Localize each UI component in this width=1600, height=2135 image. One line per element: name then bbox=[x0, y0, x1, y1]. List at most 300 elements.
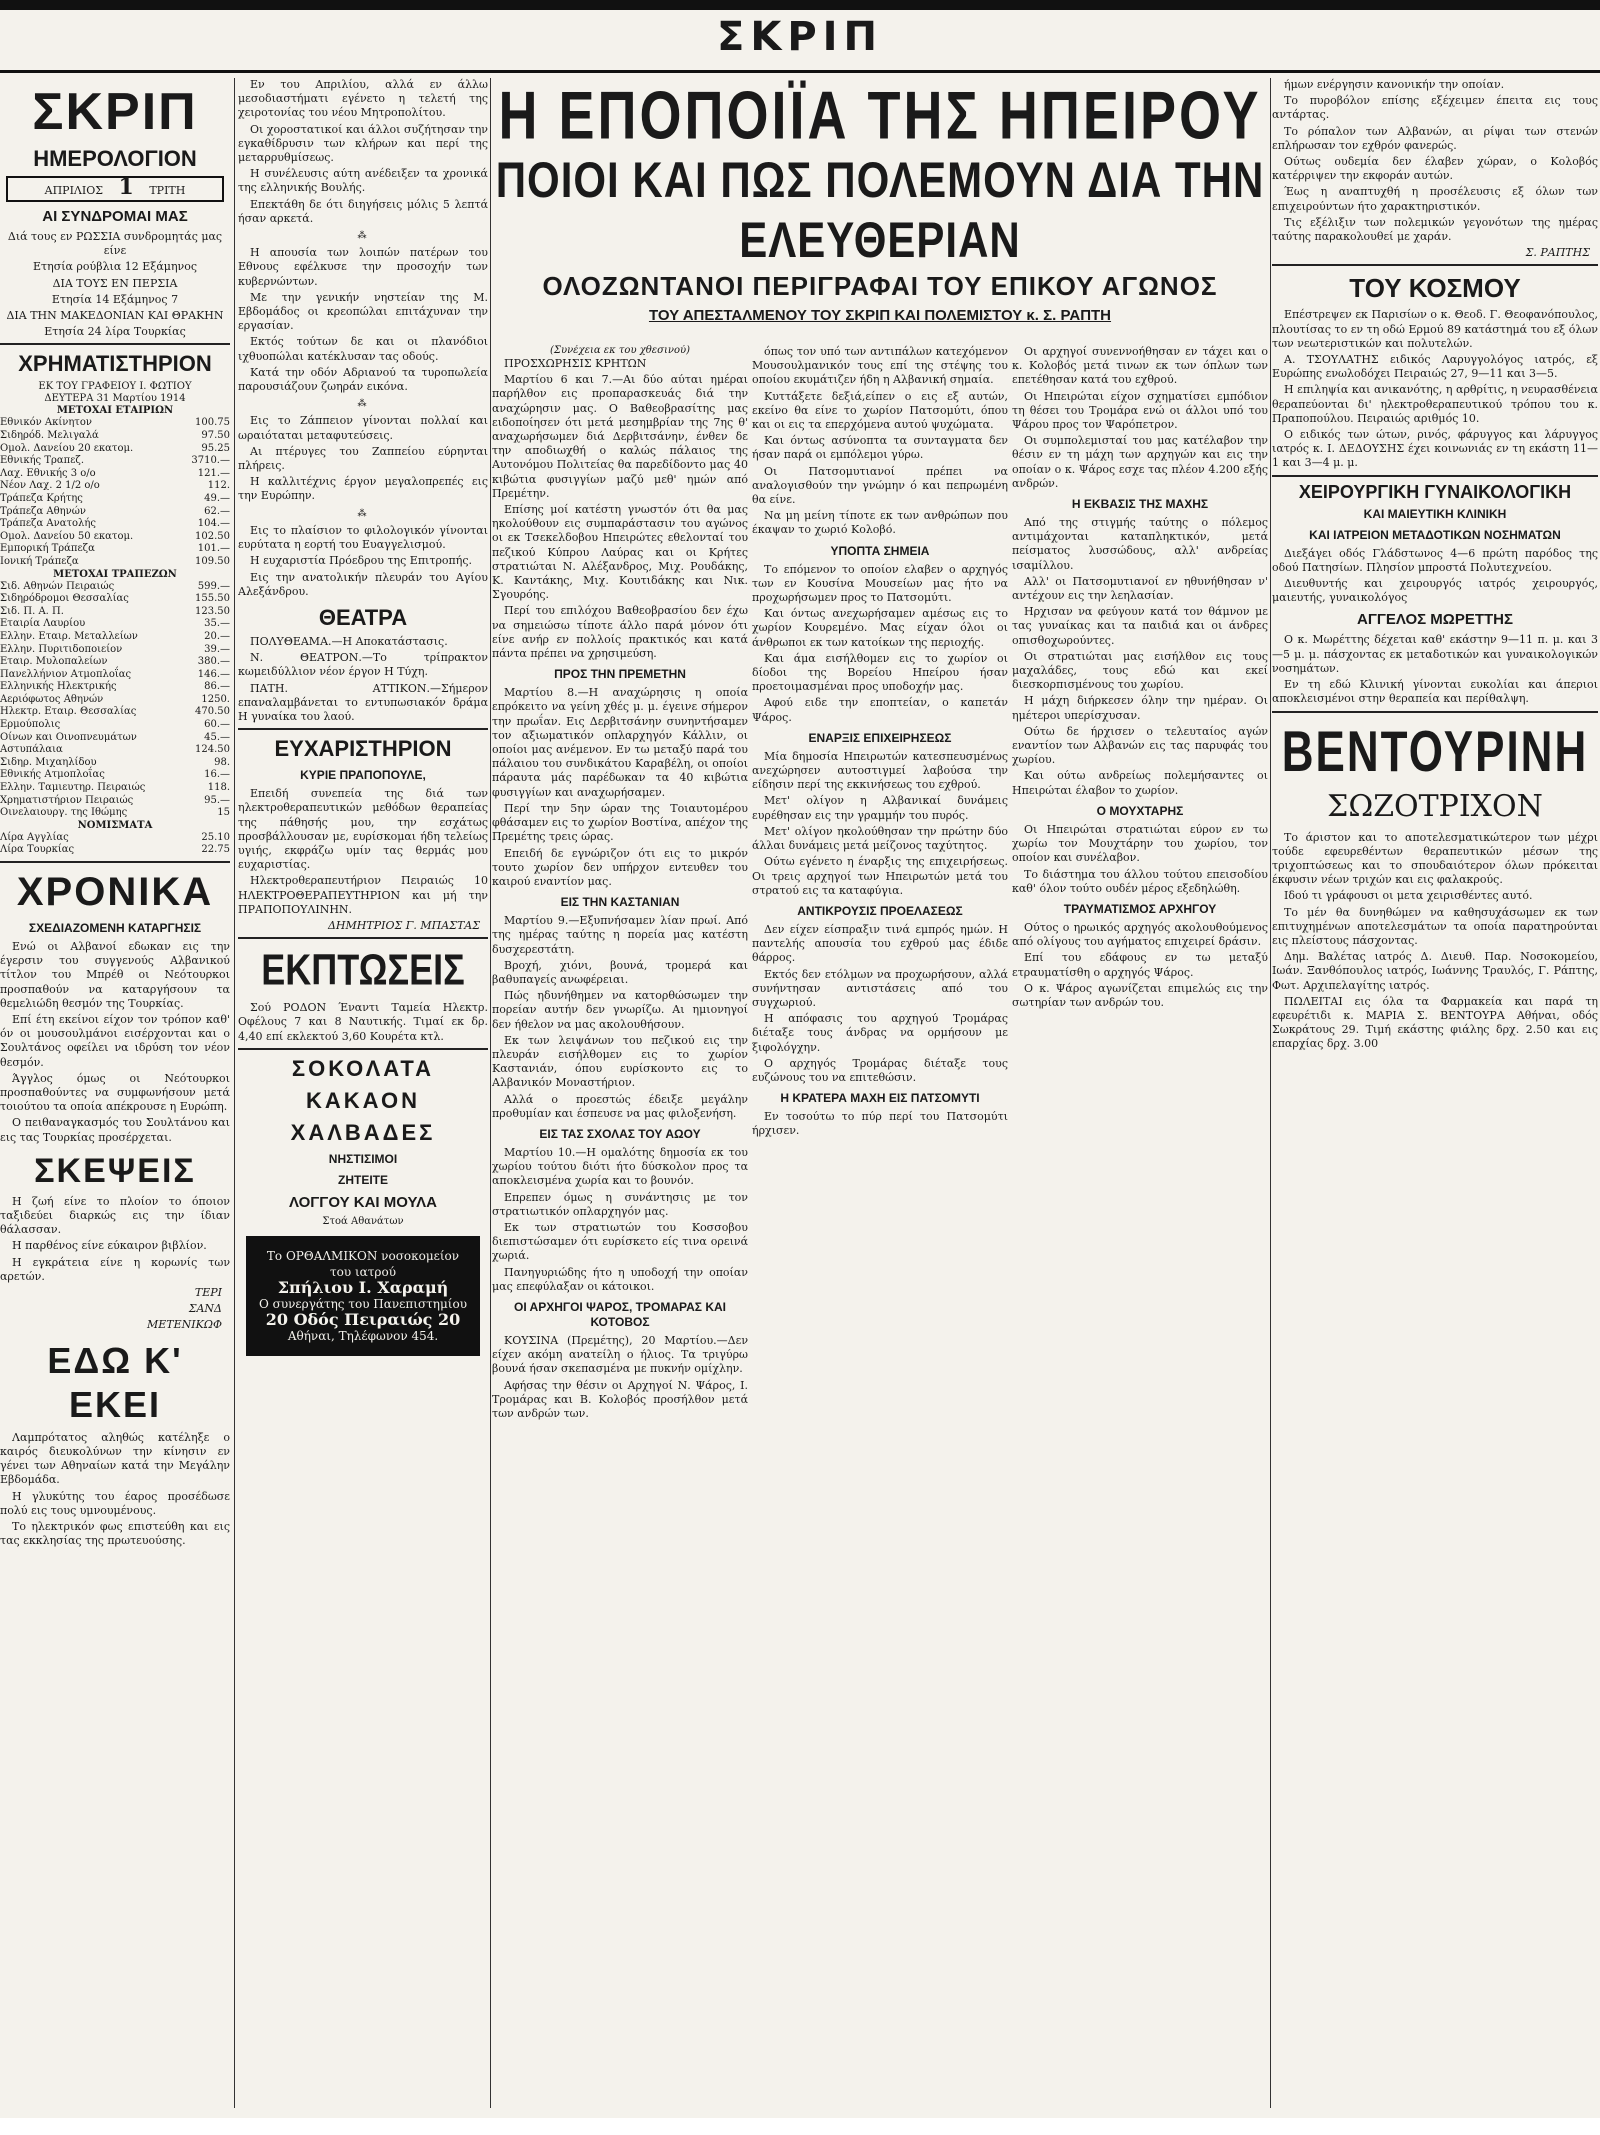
col3-heading-kastania: ΕΙΣ ΤΗΝ ΚΑΣΤΑΝΙΑΝ bbox=[560, 895, 680, 910]
paragraph: Κυττάξετε δεξιά,είπεν ο εις εξ αυτών, εκείνο θα είνε το χωρίον Πατσομύτι, όπου και οι εις τα επερχόμενα αυτού ψυχώματα. bbox=[752, 389, 1008, 432]
paragraph: Η γλυκύτης του έαρος προσέδωσε πολύ εις τους υμνουμένους. bbox=[0, 1489, 230, 1517]
paragraph: Ο πειθαναγκασμός του Σουλτάνου και εις τας Τουρκίας προσέρχεται. bbox=[0, 1116, 230, 1144]
separator: ⁂ bbox=[357, 508, 369, 519]
paragraph: Α. ΤΣΟΥΛΑΤΗΣ ειδικός Λαρυγγολόγος ιατρός, εξ Ευρώπης ενωλοδόχει Πειραιώς 27, 9—11 και 3—5. bbox=[1272, 353, 1598, 381]
paragraph: Εν του Απριλίου, αλλά εν άλλω μεσοδιαστήματι εγένετο η τελετή της χειροτονίας του νέου Μητροπολίτου. bbox=[238, 78, 488, 120]
skepseis-title: ΣΚΕΨΕΙΣ bbox=[34, 1151, 196, 1190]
paragraph: Ο κ. Μωρέττης δέχεται καθ' εκάστην 9—11 π. μ. και 3—5 μ. μ. πάσχοντας εκ μεταδοτικών και γυναικολογικών νοσημάτων. bbox=[1272, 633, 1598, 675]
stock-price: 98. bbox=[214, 756, 230, 768]
col4-text-3 bbox=[752, 750, 1008, 898]
table-row bbox=[0, 493, 230, 506]
stock-price: 3710.— bbox=[191, 455, 230, 467]
ad-brand: ΛΟΓΓΟΥ ΚΑΙ ΜΟΥΛΑ bbox=[289, 1193, 437, 1211]
table-row bbox=[0, 430, 230, 443]
stock-price: 599.— bbox=[197, 580, 230, 592]
stock-exchange-title: ΧΡΗΜΑΤΙΣΤΗΡΙΟΝ bbox=[18, 351, 212, 377]
table-row bbox=[0, 807, 230, 820]
paragraph: Επειδή συνεπεία της διά των ηλεκτροθεραπευτικών μεθόδων θεραπείας της πάθησής μου, την εσχάτως προσβάλλουσαν με, ευρίσκομαι ήδη τελείως υγιής, εκφράζω υμίν τας θερμάς μου ευχαριστίας. bbox=[238, 787, 488, 872]
skepseis-signature-1: ΤΕΡΙ bbox=[194, 1286, 222, 1300]
paragraph: ΠΑΤΗ. ΑΤΤΙΚΟΝ.—Σήμερον επαναλαμβάνεται το εντυπωσιακόν δράμα Η γυναίκα του λαού. bbox=[238, 681, 488, 723]
paragraph: Ετησία ρούβλια 12 Εξάμηνος bbox=[32, 260, 198, 274]
paragraph: Εκτός τούτων δε και οι πλανόδιοι ιχθυοπώλαι κατέκλυσαν τας οδούς. bbox=[238, 335, 488, 363]
stock-name: Ελλην. Πυριτιδοποιείον bbox=[0, 643, 123, 655]
stock-section-companies: ΜΕΤΟΧΑΙ ΕΤΑΙΡΙΩΝ bbox=[56, 405, 174, 417]
ventourini-text bbox=[1272, 831, 1598, 1052]
paragraph: Επρεπεν όμως η συνάντησις με τον στρατιωτικόν οπλαρχηγόν μας. bbox=[492, 1190, 748, 1218]
stock-price: 25.10 bbox=[201, 831, 230, 843]
table-row bbox=[0, 844, 230, 857]
paragraph: Ο αρχηγός Τρομάρας διέταξε τους ευζώνους του να επιτεθώσιν. bbox=[752, 1056, 1008, 1084]
paragraph: Ο κ. Ψάρος αγωνίζεται επιμελώς εις την σωτηρίαν των ανδρών του. bbox=[1012, 981, 1268, 1009]
clinic-ad-box bbox=[246, 1236, 480, 1356]
paragraph: Επέστρεψεν εκ Παρισίων ο κ. Θεοδ. Γ. Θεοφανόπουλος, πλουτίσας το εν τη οδώ Ερμού 89 κατάστημά του εξ όλων των νεωτεριστικών και πολυτελών. bbox=[1272, 308, 1598, 350]
stock-price: 39.— bbox=[204, 643, 230, 655]
paragraph: Αφού ειδε την εποπτείαν, ο καπετάν Ψάρος. bbox=[752, 696, 1008, 724]
table-row bbox=[0, 455, 230, 468]
stock-name: Χρηματιστήριον Πειραιώς bbox=[0, 794, 134, 806]
table-row bbox=[0, 618, 230, 631]
stock-price: 146.— bbox=[197, 668, 230, 680]
paragraph: Μία δημοσία Ηπειρωτών κατεσπευσμένως ανεχώρησεν αυτοστιγμεί λαβούσα την είδησιν περί της εκκινήσεως του εχθρού. bbox=[752, 749, 1008, 792]
stock-name: Εθνικής Τραπεζ. bbox=[0, 455, 84, 467]
divider bbox=[238, 728, 488, 730]
col5-heading-outcome: Η ΕΚΒΑΣΙΣ ΤΗΣ ΜΑΧΗΣ bbox=[1071, 497, 1209, 512]
table-row bbox=[0, 480, 230, 493]
col4-heading-battle: Η ΚΡΑΤΕΡΑ ΜΑΧΗ ΕΙΣ ΠΑΤΣΟΜΥΤΙ bbox=[780, 1091, 980, 1106]
paragraph: Ηλεκτροθεραπευτήριον Πειραιώς 10 ΗΛΕΚΤΡΟΘΕΡΑΠΕΥΤΗΡΙΟΝ και μή την ΠΡΑΠΟΠΟΥΛΙΝΗΝ. bbox=[238, 874, 488, 916]
paragraph: ΔΙΑ ΤΗΝ ΜΑΚΕΔΟΝΙΑΝ ΚΑΙ ΘΡΑΚΗΝ bbox=[6, 309, 224, 323]
col4-heading-suspicious: ΥΠΟΠΤΑ ΣΗΜΕΙΑ bbox=[830, 543, 930, 558]
paragraph: Κατά την οδόν Αδριανού τα τυροπωλεία παρουσιάζουν ζωηράν εικόνα. bbox=[238, 365, 488, 394]
table-row bbox=[0, 795, 230, 808]
paragraph: Το άριστον και το αποτελεσματικώτερον των μέχρι τούδε εφευρεθέντων θεραπευτικών μέσων της τριχοπτώσεως και το σπουδαιότερον όλων πρόκειται έκφυσιν νέων τριχών και εις φαλακρούς. bbox=[1272, 830, 1598, 887]
stock-table-companies bbox=[0, 417, 230, 568]
paragraph: Ο ειδικός των ώτων, ρινός, φάρυγγος και λάρυγγος ιατρός κ. Ι. ΔΕΔΟΥΣΗΣ έχει κοινωνιάς εν τη εκάστη 11—1 και 3—4 μ. μ. bbox=[1272, 428, 1598, 470]
main-headline: Η ΕΠΟΠΟΙΪΑ ΤΗΣ ΗΠΕΙΡΟΥ bbox=[498, 78, 1262, 154]
col3-heading-leaders: ΟΙ ΑΡΧΗΓΟΙ ΨΑΡΟΣ, ΤΡΟΜΑΡΑΣ ΚΑΙ ΚΟΤΟΒΟΣ bbox=[513, 1299, 726, 1329]
calendar-weekday: ΤΡΙΤΗ bbox=[149, 184, 186, 197]
table-row bbox=[0, 606, 230, 619]
paragraph: Η ζωή είνε το πλοίον το όποιον ταξιδεύει διαρκώς εις την ίδιαν θάλασσαν. bbox=[0, 1194, 230, 1237]
stock-name: Ελλην. Εταιρ. Μεταλλείων bbox=[0, 630, 138, 642]
table-row bbox=[0, 531, 230, 544]
stock-price: 123.50 bbox=[195, 605, 230, 617]
paragraph: Η απόφασις του αρχηγού Τρομάρας διέταξε τους άνδρας να ορμήσουν με ξιφολόγχην. bbox=[752, 1012, 1008, 1054]
col4-heading-repulse: ΑΝΤΙΚΡΟΥΣΙΣ ΠΡΟΕΛΑΣΕΩΣ bbox=[797, 903, 963, 918]
paragraph: Άγγλος όμως οι Νεότουρκοι προσπαθούντες να συμφωνήσουν μετά τοιούτου τα οποία απέκρουσε η Ευρώπη. bbox=[0, 1071, 230, 1114]
paragraph: Μαρτίου 9.—Εξυπνήσαμεν λίαν πρωί. Από της ημέρας ταύτης η πορεία μας κατέστη δυσχερεστάτη. bbox=[492, 914, 748, 956]
masthead: ΣΚΡΙΠ bbox=[717, 14, 883, 60]
paragraph: Οι στρατιώται μας εισήλθον εις τους μαχαλάδες, τους εδώ και εκεί διεσκορπισμένους του χωρίου. bbox=[1012, 649, 1268, 692]
table-row bbox=[0, 656, 230, 669]
paragraph: Η επιληψία και ανικανότης, η αρθρίτις, η νευρασθένεια θεραπεύονται δι' ηλεκτροθεραπευτικού τρόπου του κ. Πραποπούλου. Πειραιώς αριθμός 10. bbox=[1272, 383, 1598, 425]
stock-table-currency bbox=[0, 832, 230, 857]
clinic-text bbox=[1272, 547, 1598, 606]
chronika-subtitle: ΣΧΕΔΙΑΖΟΜΕΝΗ ΚΑΤΑΡΓΗΣΙΣ bbox=[28, 921, 202, 936]
stock-price: 16.— bbox=[204, 769, 230, 781]
paragraph: Πανηγυριώδης ήτο η υποδοχή την οποίαν μας επεφύλαξαν οι κάτοικοι. bbox=[492, 1265, 748, 1293]
clinic-subtitle: ΚΑΙ ΜΑΙΕΥΤΙΚΗ ΚΛΙΝΙΚΗ bbox=[1363, 506, 1507, 521]
table-row bbox=[0, 669, 230, 682]
top-rule bbox=[0, 70, 1600, 73]
paragraph: Το ρόπαλον των Αλβανών, αι ρίψαι των στενών επλήρωσαν τον εχθρόν φανερώς. bbox=[1272, 124, 1598, 152]
stock-price: 62.— bbox=[204, 505, 230, 517]
stock-price: 380.— bbox=[197, 656, 230, 668]
stock-name: Σιδ. Π. Α. Π. bbox=[0, 605, 64, 617]
table-row bbox=[0, 543, 230, 556]
paragraph: Αλλά ο προεστώς έδειξε μεγάλην προθυμίαν και έσπευσε να μας φιλοξενήση. bbox=[492, 1092, 748, 1120]
paragraph: Εν τοσούτω το πύρ περί του Πατσομύτι ήρχισεν. bbox=[752, 1110, 1008, 1138]
table-row bbox=[0, 681, 230, 694]
stock-exchange-date: ΔΕΥΤΕΡΑ 31 Μαρτίου 1914 bbox=[44, 393, 186, 405]
discounts-text: Σού ΡΟΔΟΝ Έναντι Ταμεία Ηλεκτρ. Οφέλους 7 και 8 Ναυτικής. Τιμαί εκ δρ. 4,40 επί εκλεκτού 3,60 Κουρέτα κτλ. bbox=[238, 1001, 488, 1043]
paragraph: Δημ. Βαλέτας ιατρός Δ. Διευθ. Παρ. Νοσοκομείου, Ιωάν. Ξανθόπουλος ιατρός, Ιωάννης Τραυλός, Γ. Ράπτης, Φωτ. Αρχιπελαγίτης ιατρός. bbox=[1272, 950, 1598, 992]
paragraph: Έως η αναπτυχθή η προσέλευσις εξ όλων των επιχειρούντων ήτο χαρακτηριστικόν. bbox=[1272, 185, 1598, 213]
stock-name: Αστυπάλαια bbox=[0, 744, 63, 756]
column-divider bbox=[1270, 78, 1271, 2108]
society-title: ΤΟΥ ΚΟΣΜΟΥ bbox=[1349, 273, 1521, 304]
paragraph: Εις το Ζάππειον γίνονται πολλαί και ωραιόταται μεταφυτεύσεις. bbox=[238, 414, 488, 442]
paragraph: Από της στιγμής ταύτης ο πόλεμος αντιμάχονται καταπληκτικόν, μετά πείσματος λυσσώδους, αλλ' ανδρείας ισαμίλλου. bbox=[1012, 516, 1268, 572]
calendar-box bbox=[6, 176, 224, 202]
stock-name: Νέον Λαχ. 2 1/2 ο/ο bbox=[0, 480, 100, 492]
stock-price: 124.50 bbox=[195, 744, 230, 756]
col5-text-4 bbox=[1012, 823, 1268, 896]
stock-name: Λαχ. Εθνικής 3 ο/ο bbox=[0, 467, 96, 479]
stock-name: Λίρα Τουρκίας bbox=[0, 844, 75, 856]
stock-section-banks: ΜΕΤΟΧΑΙ ΤΡΑΠΕΖΩΝ bbox=[53, 568, 177, 580]
table-row bbox=[0, 769, 230, 782]
stock-name: Σιδηρ. Μιχαηλίδου bbox=[0, 756, 97, 768]
thanks-salutation: ΚΥΡΙΕ ΠΡΑΠΟΠΟΥΛΕ, bbox=[300, 768, 426, 783]
clinic-ad-line-1: Το ΟΡΘΑΛΜΙΚΟΝ νοσοκομείον bbox=[266, 1248, 460, 1263]
col2-text-2 bbox=[238, 246, 488, 394]
scan-edge-bottom bbox=[0, 2118, 1600, 2135]
stock-price: 86.— bbox=[204, 681, 230, 693]
paragraph: Ετησία 14 Εξάμηνος 7 bbox=[51, 292, 179, 306]
calendar-title: ΗΜΕΡΟΛΟΓΙΟΝ bbox=[33, 146, 197, 171]
paragraph: ΠΟΛΥΘΕΑΜΑ.—Η Αποκατάστασις. bbox=[250, 634, 448, 648]
table-row bbox=[0, 732, 230, 745]
paragraph: Με την γενικήν νηστείαν της Μ. Εβδομάδος οι κρεοπώλαι επιτάχυναν την εργασίαν. bbox=[238, 290, 488, 333]
thanks-text bbox=[238, 787, 488, 917]
main-byline: ΤΟΥ ΑΠΕΣΤΑΛΜΕΝΟΥ ΤΟΥ ΣΚΡΙΠ ΚΑΙ ΠΟΛΕΜΙΣΤΟΥ κ. Σ. ΡΑΠΤΗ bbox=[648, 307, 1112, 324]
paragraph: Το διάστημα του άλλου τούτου επεισοδίου καθ' όλον τούτο ουδέν μέρος εξεδηλώθη. bbox=[1012, 867, 1268, 895]
halva-ad-title: ΧΑΛΒΑΔΕΣ bbox=[290, 1119, 436, 1145]
paragraph: Να μη μείνη τίποτε εκ των ανθρώπων που έκαψαν το χωριό Κολοβό. bbox=[752, 509, 1008, 537]
paragraph: Η ευχαριστία Πρόεδρου της Επιτροπής. bbox=[250, 554, 473, 568]
paragraph: Περί την 5ην ώραν της Τοιαυτομέρου φθάσαμεν εις το χωρίον Βοστίνα, απέχον της Πρεμέτης τρεις ώρας. bbox=[492, 801, 748, 844]
paragraph: Εις την ανατολικήν πλευράν του Αγίου Αλεξάνδρου. bbox=[238, 570, 488, 598]
paragraph: Οι αρχηγοί συνεννοήθησαν εν τάχει και ο κ. Κολοβός μετά τινων εκ των όπλων των επετέθησαν κατά του εχθρού. bbox=[1012, 345, 1268, 387]
skepseis-signature-2: ΣΑΝΔ bbox=[188, 1302, 222, 1316]
paragraph: Εκτός δεν ετόλμων να προχωρήσουν, αλλά συνήντησαν αντιστάσεις από του συγχωριού. bbox=[752, 967, 1008, 1009]
brand-title: ΣΚΡΙΠ bbox=[32, 83, 198, 141]
paragraph: Εκ των λειψάνων του πεζικού εις την πλευράν εισήλθομεν εις το χωρίον Καστανιάν, όπου ευρίσκοντο εις το Αλβανικόν Μοναστήριον. bbox=[492, 1033, 748, 1090]
theatres-title: ΘΕΑΤΡΑ bbox=[318, 604, 408, 630]
stock-name: Ιονική Τράπεζα bbox=[0, 555, 79, 567]
calendar-day-number: 1 bbox=[118, 174, 134, 200]
paragraph: Ιδού τι γράφουσι οι μετα χειρισθέντες αυτό. bbox=[1284, 889, 1533, 903]
paragraph: Ν. ΘΕΑΤΡΟΝ.—Το τρίπρακτον κωμειδύλλιον νέον έργον Η Τύχη. bbox=[238, 651, 488, 679]
stock-price: 22.75 bbox=[201, 844, 230, 856]
paragraph: Η παρθένος είνε εύκαιρον βιβλίον. bbox=[12, 1239, 207, 1253]
stock-price: 60.— bbox=[204, 719, 230, 731]
paragraph: Βροχή, χιόνι, βουνά, τρομερά και βαθυπαγείς ανωφέρειαι. bbox=[492, 958, 748, 986]
clinic-ad-line-4: Αθήναι, Τηλέφωνον 454. bbox=[287, 1328, 439, 1343]
paragraph: Μαρτίου 6 και 7.—Αι δύο αύται ημέραι παρήλθον εις προπαρασκευάς διά την αναχώρησιν μας. Ο Βαθεοβρασίτης μας ειδοποίησεν ότι μετά μεσημβρίαν της 7ης θ' αναχωρήσωμεν διά Δερβιτσάνην, ένθεν δε την αποδιωχθή ο καλώς πάλαιος της Αυτονόμου Πολιτείας θα παρεδίδοντο μας 40 κιβώτια φυσιγγίων μαζύ μεθ' ημών από Πρεμέτην. bbox=[492, 373, 748, 500]
paragraph: Επί έτη εκείνοι είχον τον τρόπον καθ' όν οι μουσουλμάνοι εισέρχονται και ο Σουλτάνος οφείλει να ιδρύση τον νέον θεσμόν. bbox=[0, 1013, 230, 1069]
stock-price: 97.50 bbox=[201, 430, 230, 442]
column-5 bbox=[1012, 345, 1268, 2108]
edo-kekei-text bbox=[0, 1431, 230, 1549]
paragraph: Ηρχισαν να φεύγουν κατά τον θάμνον με τας γυναίκας και τα παιδιά και οι άνδρες οπισθοχωρούντες. bbox=[1012, 605, 1268, 647]
divider bbox=[1272, 711, 1598, 713]
col2-text-1 bbox=[238, 78, 488, 226]
paragraph: ΚΟΥΣΙΝΑ (Πρεμέτης), 20 Μαρτίου.—Δεν είχεν ακόμη ανατείλη ο ήλιος. Τα τριγύρω βουνά ήσαν σκεπασμένα με πυκνήν ομίχλην. bbox=[492, 1333, 748, 1376]
stock-table-banks bbox=[0, 581, 230, 820]
paragraph: Εν τη εδώ Κλινική γίνονται ευκολίαι και άπεριοι αποκλεισμένοι στην θεραπεία και περίθαλψη. bbox=[1272, 678, 1598, 706]
paragraph: Το ηλεκτρικόν φως επιστεύθη και εις τας εκκλησίας της πρωτευούσης. bbox=[0, 1519, 230, 1548]
column-2 bbox=[238, 78, 488, 2108]
paragraph: Διευθυντής και χειρουργός ιατρός χειρουργός, μαιευτής, γυναικολόγος bbox=[1272, 577, 1598, 605]
table-row bbox=[0, 644, 230, 657]
col3-text-3 bbox=[492, 914, 748, 1121]
paragraph: Επεκτάθη δε ότι διηγήσεις μόλις 5 λεπτά ήσαν αρκετά. bbox=[238, 197, 488, 225]
table-row bbox=[0, 468, 230, 481]
stock-price: 102.50 bbox=[195, 530, 230, 542]
stock-price: 112. bbox=[207, 480, 230, 492]
column-3 bbox=[492, 345, 748, 2108]
stock-name: Τράπεζα Ανατολής bbox=[0, 518, 96, 530]
table-row bbox=[0, 506, 230, 519]
stock-price: 1250. bbox=[201, 693, 230, 705]
paragraph: ΠΩΛΕΙΤΑΙ εις όλα τα Φαρμακεία και παρά τη εφευρέτιδι κ. ΜΑΡΙΑ Σ. ΒΕΝΤΟΥΡΑ Αθήναι, οδός Σωκράτους 29. Τιμή εκάστης φιάλης δρχ. 2.50 και εις επαρχίας δρχ. 3.00 bbox=[1272, 994, 1598, 1051]
stock-name: Εταιρία Λαυρίου bbox=[0, 618, 86, 630]
col6-text-1 bbox=[1272, 78, 1598, 244]
paragraph: Μαρτίου 10.—Η ομαλότης δημοσία εκ του χωρίου τούτου διότι ήτο δύσκολον προς τα αποκλεισμένα χωρία και το βουνόν. bbox=[492, 1145, 748, 1188]
table-row bbox=[0, 782, 230, 795]
paragraph: Μαρτίου 8.—Η αναχώρησις η οποία επρόκειτο να γείνη χθές μ. μ. έγεινε σήμερον την πρωΐαν. Εις Δερβιτσάνην συνηντήσαμεν τον αξιωματικόν οπλαρχηγόν Κάλλιν, οι οποίοι μας ανέμενον. Εν τω μεταξύ παρά του πάλαιου του συνδικάτου Καραβέλη, οι οποίοι πάραυτα μάς παρέδωκαν τα 40 κιβώτια φυσιγγίων και αναχωρήσαμεν. bbox=[492, 686, 748, 799]
stock-price: 95.25 bbox=[201, 442, 230, 454]
stock-name: Λίρα Αγγλίας bbox=[0, 831, 69, 843]
paragraph: Και άμα εισήλθομεν εις το χωρίον οι δίοδοι της Βορείου Ηπείρου ήσαν προετοιμασμέναι προς υποδοχήν μας. bbox=[752, 651, 1008, 694]
paragraph: Και όντως ανεχωρήσαμεν αμέσως εις το χωρίον Κουρεμένο. Μας είχαν όλοι οι άνθρωποι εκ των κατοίκων της περιοχής. bbox=[752, 607, 1008, 649]
stock-price: 15 bbox=[217, 807, 230, 819]
stock-name: Εταιρ. Μυλοπαλείων bbox=[0, 656, 108, 668]
col3-text-4 bbox=[492, 1146, 748, 1294]
table-row bbox=[0, 581, 230, 594]
stock-name: Οινελαιουργ. της Ιθώμης bbox=[0, 807, 128, 819]
main-deck: ΟΛΟΖΩΝΤΑΝΟΙ ΠΕΡΙΓΡΑΦΑΙ ΤΟΥ ΕΠΙΚΟΥ ΑΓΩΝΟΣ bbox=[542, 271, 1218, 301]
table-row bbox=[0, 443, 230, 456]
paragraph: Οι Ηπειρώται στρατιώται εύρον εν τω χωρίω τον Μουχτάρην του χωρίου, τον οποίον και συνέλαβον. bbox=[1012, 822, 1268, 865]
paragraph: Δεν είχεν είσπραξιν τινά εμπρός ημών. Η παντελής απουσία του εχθρού μας έδιδε θάρρος. bbox=[752, 922, 1008, 965]
doctor-text bbox=[1272, 633, 1598, 706]
stock-price: 45.— bbox=[204, 731, 230, 743]
paragraph: Μετ' ολίγον ηκολούθησαν την πρώτην δύο άλλαι δυνάμεις μετά μείζονος ταχύτητος. bbox=[752, 824, 1008, 853]
clinic-ad-line-2: του ιατρού bbox=[330, 1264, 396, 1279]
column-4 bbox=[752, 345, 1008, 2108]
sozotrichon-title: ΣΩΖΟΤΡΙΧΟΝ bbox=[1327, 788, 1543, 824]
paragraph: Ενώ οι Αλβανοί εδωκαν εις την έγερσιν του συγγενούς Αλβανικού τίτλον του Μπρέθ οι Νεότουρκοι προσπαθούν να καταργήσουν τα θεμελιώδη θεσμόν της Τουρκίας. bbox=[0, 940, 230, 1010]
skepseis-signature-3: ΜΕΤΕΝΙΚΩΦ bbox=[147, 1318, 222, 1332]
col4-text-1 bbox=[752, 345, 1008, 538]
edo-kekei-title: ΕΔΩ Κ' ΕΚΕΙ bbox=[47, 1339, 183, 1425]
stock-price: 35.— bbox=[204, 618, 230, 630]
ad-address: Στοά Αθανάτων bbox=[322, 1215, 404, 1227]
paragraph: Αλλ' οι Πατσομυτιανοί εν ηθυνήθησαν ν' αντέχουν εις την λεηλασίαν. bbox=[1012, 574, 1268, 603]
stock-name: Ομολ. Δανείου 50 εκατομ. bbox=[0, 530, 134, 542]
scan-edge-top bbox=[0, 0, 1600, 10]
main-subheadline: ΠΟΙΟΙ ΚΑΙ ΠΩΣ ΠΟΛΕΜΟΥΝ ΔΙΑ ΤΗΝ ΕΛΕΥΘΕΡΙΑΝ bbox=[495, 151, 1265, 268]
paragraph: Οι Ηπειρώται είχον σχηματίσει εμπόδιον τη θέσει του Τρομάρα ενώ οι άλλοι υπό του Ψάρου προς τον Ψαρόπετρον. bbox=[1012, 389, 1268, 432]
paragraph: Αφήσας την θέσιν οι Αρχηγοί Ν. Ψάρος, Ι. Τρομάρας και Β. Κολοβός προσήλθον μετά των ανδρών των. bbox=[492, 1378, 748, 1420]
table-row bbox=[0, 706, 230, 719]
stock-name: Εμπορική Τράπεζα bbox=[0, 543, 95, 555]
paragraph: Διεξάγει οδός Γλάδστωνος 4—6 πρώτη παρόδος της οδού Πατησίων. Πλησίον μπροστά Πολυτεχνείου. bbox=[1272, 546, 1598, 574]
col3-text-2 bbox=[492, 686, 748, 889]
stock-name: Ομολ. Δανείου 20 εκατομ. bbox=[0, 442, 134, 454]
stock-name: Πανελλήνιον Ατμοπλοΐας bbox=[0, 668, 132, 680]
paragraph: Ούτω εγένετο η έναρξις της επιχειρήσεως. Οι τρεις αρχηγοί των Ηπειρωτών μετά του στρατού εις τα καταφύγια. bbox=[752, 855, 1008, 897]
paragraph: Διά τους εν ΡΩΣΣΙΑ συνδρομητάς μας είνε bbox=[7, 230, 223, 258]
paragraph: Επί του εδάφους εν τω μεταξύ ετραυματίσθη ο αρχηγός Ψάρος. bbox=[1012, 951, 1268, 979]
paragraph: Το μέν θα δυνηθώμεν να καθησυχάσωμεν εκ των επιτυχημένων αποτελεσμάτων τα οποία παρατηρούνται εις πλείστους πάσχοντας. bbox=[1272, 905, 1598, 947]
thanks-title: ΕΥΧΑΡΙΣΤΗΡΙΟΝ bbox=[274, 736, 452, 762]
col4-text-4 bbox=[752, 923, 1008, 1085]
separator: ⁂ bbox=[357, 399, 369, 410]
col5-text-2 bbox=[1012, 516, 1268, 692]
paragraph: Μετ' ολίγον η Αλβανικαί δυνάμεις ευρέθησαν εις την γραμμήν του πυρός. bbox=[752, 794, 1008, 822]
divider bbox=[1272, 264, 1598, 266]
stock-price: 104.— bbox=[197, 518, 230, 530]
paragraph: Εις το πλαίσιον το φιλολογικόν γίνονται ευρύτατα η εορτή του Ευαγγελισμού. bbox=[238, 523, 488, 552]
stock-section-currency: ΝΟΜΙΣΜΑΤΑ bbox=[77, 819, 153, 831]
cocoa-ad-title: ΚΑΚΑΟΝ bbox=[306, 1087, 420, 1113]
stock-price: 118. bbox=[207, 782, 230, 794]
stock-name: Σιδηρόδρομοι Θεσσαλίας bbox=[0, 593, 129, 605]
paragraph: Περί του επιλόχου Βαθεοβρασίου δεν έχω να σημειώσω τίποτε άλλο παρά μόνον ότι είνε ανήρ εν πολλοίς πρακτικός και κατά πάντα πρέπει να χρησιμεύση. bbox=[492, 604, 748, 661]
table-row bbox=[0, 518, 230, 531]
stock-exchange-source: ΕΚ ΤΟΥ ΓΡΑΦΕΙΟΥ Ι. ΦΩΤΙΟΥ bbox=[38, 381, 192, 393]
table-row bbox=[0, 556, 230, 569]
paragraph: Ούτω δε ήρχισεν ο τελευταίος αγών εναντίον των Αλβανών εις τας παρυφάς του χωρίου. bbox=[1012, 724, 1268, 767]
chronika-text bbox=[0, 940, 230, 1145]
stock-price: 101.— bbox=[197, 543, 230, 555]
stock-price: 49.— bbox=[204, 492, 230, 504]
stock-name: Ερμούπολις bbox=[0, 719, 61, 731]
paragraph: Αι πτέρυγες του Ζαππείου εύρηνται πλήρεις. bbox=[238, 444, 488, 473]
stock-price: 100.75 bbox=[195, 417, 230, 429]
paragraph: Τις εξέλιξιν των πολεμικών γεγονότων της ημέρας ταύτης παρακολουθεί με χαράν. bbox=[1272, 215, 1598, 244]
stock-price: 109.50 bbox=[195, 555, 230, 567]
clinic-ad-doctor: Σπήλιου Ι. Χαραμή bbox=[277, 1277, 449, 1297]
stock-name: Οίνων και Οινοπνευμάτων bbox=[0, 731, 137, 743]
table-row bbox=[0, 757, 230, 770]
col5-heading-wounded: ΤΡΑΥΜΑΤΙΣΜΟΣ ΑΡΧΗΓΟΥ bbox=[1063, 901, 1217, 916]
paragraph: Η καλλιτέχνις έργον μεγαλοπρεπές εις την Ευρώπην. bbox=[238, 475, 488, 503]
stock-name: Ελληνικής Ηλεκτρικής bbox=[0, 681, 117, 693]
col5-text-5 bbox=[1012, 921, 1268, 1010]
paragraph: Και ούτω ανδρείως πολεμήσαντες οι Ηπειρώται έλαβον το χωρίον. bbox=[1012, 769, 1268, 797]
column-divider bbox=[234, 78, 235, 2108]
chronika-title: ΧΡΟΝΙΚΑ bbox=[16, 870, 214, 915]
table-row bbox=[0, 593, 230, 606]
col2-text-4 bbox=[238, 524, 488, 599]
divider bbox=[0, 343, 230, 345]
paragraph: Λαμπρότατος αληθώς κατέληξε ο καιρός διευκολύνων την κίνησιν εν γένει των Αθηναίων κατά την Μεγάλην Εβδομάδα. bbox=[0, 1430, 230, 1487]
paragraph: Ούτως ουδεμία δεν έλαβεν χώραν, ο Κολοβός κατέρριψεν την εκφοράν αυτών. bbox=[1272, 155, 1598, 183]
divider bbox=[238, 937, 488, 939]
divider bbox=[0, 861, 230, 863]
clinic-subtitle-2: ΚΑΙ ΙΑΤΡΕΙΟΝ ΜΕΤΑΔΟΤΙΚΩΝ ΝΟΣΗΜΑΤΩΝ bbox=[1309, 527, 1561, 542]
table-row bbox=[0, 719, 230, 732]
paragraph: Το πυροβόλον επίσης εξέχειμεν έπειτα εις τους αντάρτας. bbox=[1272, 94, 1598, 122]
stock-name: Τράπεζα Αθηνών bbox=[0, 505, 86, 517]
stock-price: 20.— bbox=[204, 630, 230, 642]
paragraph: Οι χοροστατικοί και άλλοι συζήτησαν την εγκαθίδρυσιν των κλήρων και περί της μεταρρυθμίσεως. bbox=[238, 122, 488, 165]
stock-name: Εθνικόν Ακίνητον bbox=[0, 417, 92, 429]
column-1 bbox=[0, 78, 230, 2108]
continued-note: (Συνέχεια εκ του χθεσινού) bbox=[550, 345, 690, 356]
table-row bbox=[0, 694, 230, 707]
ventourini-title: ΒΕΝΤΟΥΡΙΝΗ bbox=[1281, 720, 1589, 784]
paragraph: Η απουσία των λοιπών πατέρων του Εθνους εφέλκυσε την προσοχήν των κυβερνώντων. bbox=[238, 246, 488, 288]
clinic-ad-line-3: Ο συνεργάτης του Πανεπιστημίου bbox=[258, 1296, 468, 1311]
clinic-title: ΧΕΙΡΟΥΡΓΙΚΗ ΓΥΝΑΙΚΟΛΟΓΙΚΗ bbox=[1298, 481, 1572, 502]
paragraph: ήμων ενέργησιν κανονικήν την οποίαν. bbox=[1284, 78, 1505, 91]
thanks-signature: ΔΗΜΗΤΡΙΟΣ Γ. ΜΠΑΣΤΑΣ bbox=[327, 918, 480, 932]
paragraph: Η συνέλευσις αύτη ανέδειξεν τα χρονικά της ελληνικής Βουλής. bbox=[238, 167, 488, 195]
paragraph: ΔΙΑ ΤΟΥΣ ΕΝ ΠΕΡΣΙΑ bbox=[52, 276, 178, 290]
stock-name: Σιδ. Αθηνών Πειραιώς bbox=[0, 580, 115, 592]
paragraph: Οι συμπολεμισταί του μας κατέλαβον την θέσιν εν τη μάχη των αρχηγών και εις την οποίαν ο κ. Ψάρος εσχε τας πλέον 4.200 εξής ανδρών. bbox=[1012, 434, 1268, 490]
chocolate-ad-title: ΣΟΚΟΛΑΤΑ bbox=[291, 1055, 435, 1081]
paragraph: Οι Πατσομυτιανοί πρέπει να αναλογισθούν την γνώμην ό και πεπρωμένη θα είνε. bbox=[752, 464, 1008, 507]
col4-text-2 bbox=[752, 563, 1008, 725]
ad-fasting: ΝΗΣΤΙΣΙΜΟΙ bbox=[328, 1151, 398, 1166]
table-row bbox=[0, 417, 230, 430]
col3-text-1 bbox=[492, 357, 748, 661]
stock-price: 155.50 bbox=[195, 593, 230, 605]
stock-name: Εθνικής Ατμοπλοΐας bbox=[0, 769, 105, 781]
article-signature: Σ. ΡΑΠΤΗΣ bbox=[1525, 246, 1590, 260]
paragraph: όπως τον υπό των αντιπάλων κατεχόμενον Μουσουλμανικόν τους επί της στέψης του οποίου εκυμάτιζεν ήδη η Αλβανική σημαία. bbox=[752, 345, 1008, 387]
theatres-text bbox=[238, 635, 488, 724]
stock-name: Αεριόφωτος Αθηνών bbox=[0, 693, 104, 705]
paragraph: Η εγκράτεια είνε η κορωνίς των αρετών. bbox=[0, 1255, 230, 1283]
table-row bbox=[0, 631, 230, 644]
stock-name: Ηλεκτρ. Εταιρ. Θεσσαλίας bbox=[0, 706, 137, 718]
paragraph: Πώς ηδυνήθημεν να κατορθώσωμεν την πορείαν αυτήν δεν γνωρίζω. Αι ημιονηγοί δεν ήθελον να μας ακολουθήσουν. bbox=[492, 989, 748, 1031]
divider bbox=[238, 1048, 488, 1050]
divider bbox=[1272, 475, 1598, 477]
separator: ⁂ bbox=[357, 231, 369, 242]
paragraph: Η μάχη διήρκεσεν όλην την ημέραν. Οι ημέτεροι υπερίσχυσαν. bbox=[1012, 694, 1268, 722]
col5-text-1 bbox=[1012, 345, 1268, 491]
society-text bbox=[1272, 308, 1598, 470]
col2-text-3 bbox=[238, 414, 488, 503]
column-divider bbox=[490, 78, 491, 2108]
ad-request: ΖΗΤΕΙΤΕ bbox=[338, 1172, 388, 1187]
column-6 bbox=[1272, 78, 1598, 2108]
paragraph: Επίσης μοί κατέστη γνωστόν ότι θα μας ηκολούθουν εις συμπαράστασιν του αγώνος οι εκ Τσεκελδοβου Ηπειρώτες εθελονταί του πεζικού Κύπρου Λαύρας και οι Κρήτες στρατιώται Ν. Αλέξανδρος, Μιχ. Ρουδάκης, Κ. Καντάκης, Μιχ. Κουτιδάκης και Νικ. Σγουρόης. bbox=[492, 503, 748, 602]
paragraph: Ετησία 24 λίρα Τουρκίας bbox=[44, 325, 186, 339]
paragraph: Το επόμενον το οποίον ελαβεν ο αρχηγός των εν Κουσίνα Μουσείων μας ήτο να προχωρήσωμεν προς το Πατσομύτι. bbox=[752, 562, 1008, 605]
col4-text-5 bbox=[752, 1110, 1008, 1138]
paragraph: Και όντως ασύνοπτα τα συνταγματα δεν ήσαν παρά οι εμπόλεμοι γύρω. bbox=[752, 434, 1008, 462]
